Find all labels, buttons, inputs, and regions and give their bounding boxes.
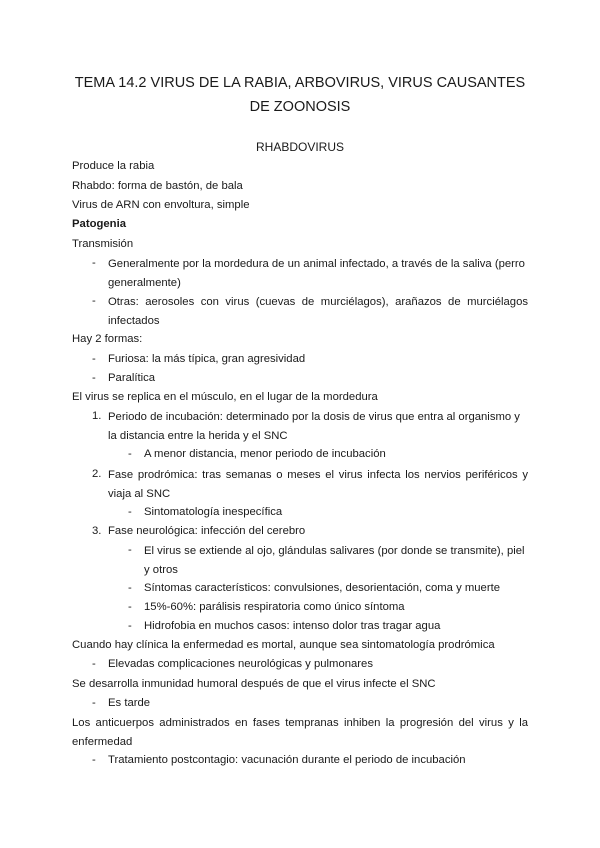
bullet-dash: - [92, 372, 96, 384]
list-item: Elevadas complicaciones neurológicas y pulmonares [108, 658, 373, 670]
paragraph: Cuando hay clínica la enfermedad es mortal, aunque sea sintomatología prodrómica [72, 639, 495, 651]
bullet-dash: - [128, 601, 132, 613]
paragraph: Se desarrolla inmunidad humoral después de que el virus infecte el SNC [72, 678, 436, 690]
list-item: Tratamiento postcontagio: vacunación durante el periodo de incubación [108, 754, 466, 766]
bullet-dash: - [128, 506, 132, 518]
bullet-dash: - [92, 754, 96, 766]
paragraph: Produce la rabia [72, 160, 155, 172]
bullet-dash: - [128, 448, 132, 460]
bullet-dash: - [92, 295, 96, 307]
sub-list-item: A menor distancia, menor periodo de incubación [144, 448, 386, 460]
paragraph: Los anticuerpos administrados en fases tempranas inhiben la progresión del virus y la enfermedad [72, 717, 528, 748]
bullet-dash: - [92, 257, 96, 269]
numbered-item: Periodo de incubación: determinado por la dosis de virus que entra al organismo y la distancia entre la herida y el SNC [108, 411, 520, 442]
list-item: Furiosa: la más típica, gran agresividad [108, 353, 306, 365]
sub-list-item: El virus se extiende al ojo, glándulas salivares (por donde se transmite), piel y otros [144, 545, 525, 576]
sub-list-item: 15%-60%: parálisis respiratoria como único síntoma [144, 601, 405, 613]
sub-list-item: Síntomas característicos: convulsiones, desorientación, coma y muerte [144, 582, 501, 594]
list-number: 1. [92, 410, 102, 422]
paragraph: Hay 2 formas: [72, 333, 143, 345]
bullet-dash: - [92, 697, 96, 709]
numbered-item: Fase neurológica: infección del cerebro [108, 525, 306, 537]
list-item: Generalmente por la mordedura de un animal infectado, a través de la saliva (perro generalmente) [108, 258, 525, 289]
numbered-item: Fase prodrómica: tras semanas o meses el virus infecta los nervios periféricos y viaja al SNC [108, 469, 528, 500]
paragraph: Virus de ARN con envoltura, simple [72, 199, 250, 211]
list-item: Es tarde [108, 697, 151, 709]
bullet-dash: - [92, 353, 96, 365]
paragraph: Transmisión [72, 238, 134, 250]
sub-list-item: Hidrofobia en muchos casos: intenso dolor tras tragar agua [144, 620, 441, 632]
section-heading: RHABDOVIRUS [255, 140, 344, 154]
list-number: 2. [92, 468, 102, 480]
bullet-dash: - [128, 620, 132, 632]
paragraph: El virus se replica en el músculo, en el lugar de la mordedura [72, 391, 378, 403]
list-item: Paralítica [108, 372, 156, 384]
list-number: 3. [92, 525, 102, 537]
list-item: Otras: aerosoles con virus (cuevas de murciélagos), arañazos de murciélagos infectados [108, 296, 528, 327]
sub-list-item: Sintomatología inespecífica [144, 506, 283, 518]
document-title: TEMA 14.2 VIRUS DE LA RABIA, ARBOVIRUS, VIRUS CAUSANTES DE ZOONOSIS [74, 75, 526, 115]
paragraph: Rhabdo: forma de bastón, de bala [72, 180, 243, 192]
bullet-dash: - [128, 544, 132, 556]
subheading-patogenia: Patogenia [72, 218, 126, 230]
bullet-dash: - [128, 582, 132, 594]
bullet-dash: - [92, 658, 96, 670]
